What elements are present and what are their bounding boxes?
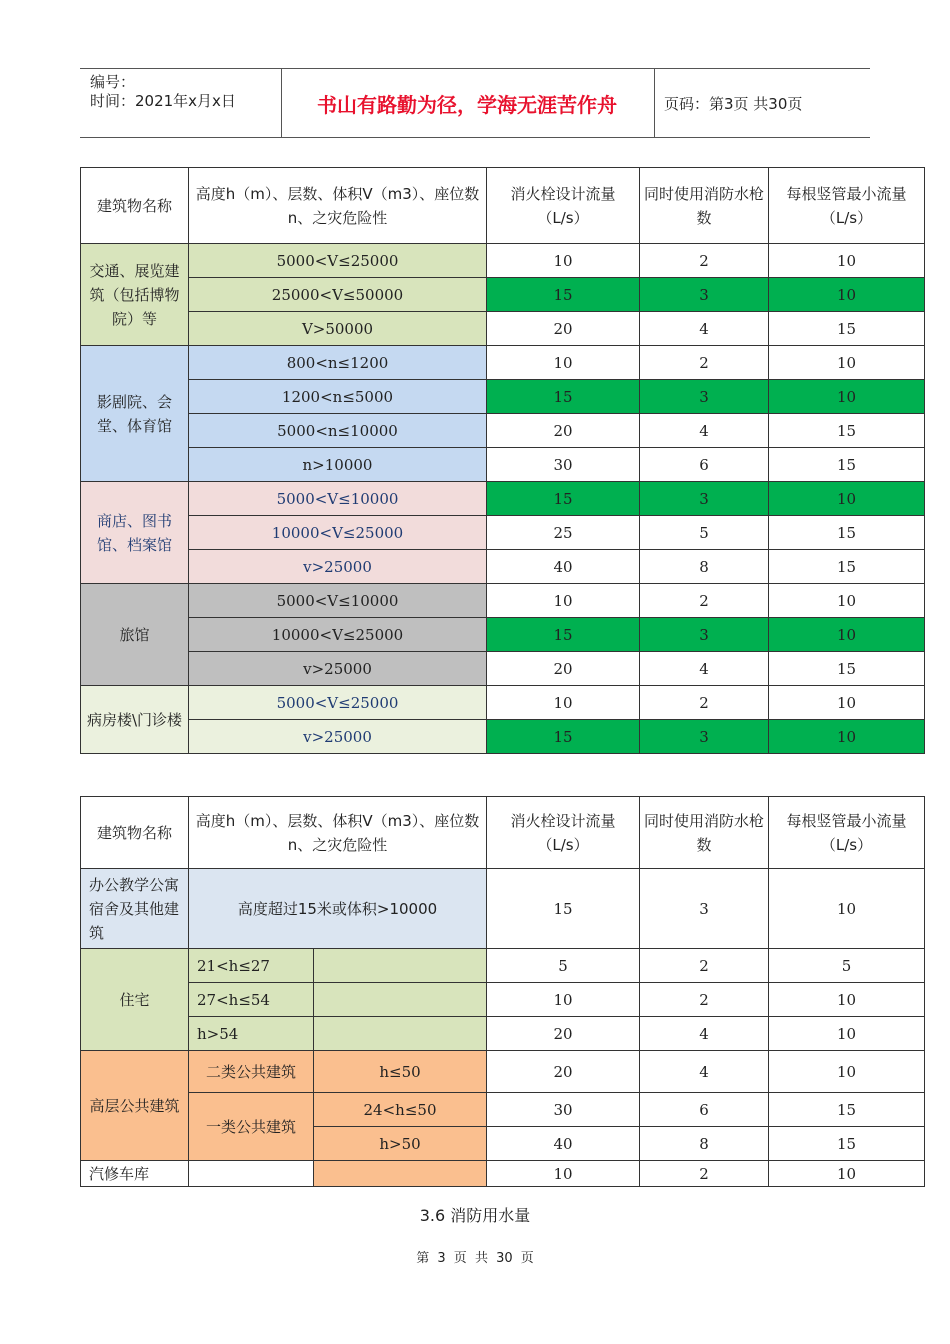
table-row — [81, 584, 925, 618]
flow-cell: 15 — [487, 720, 640, 754]
guns-cell: 3 — [640, 720, 769, 754]
fire-hydrant-table-2 — [80, 796, 925, 1187]
guns-cell: 2 — [640, 244, 769, 278]
condition-cell: v>25000 — [189, 550, 487, 584]
min-flow-cell: 10 — [769, 720, 925, 754]
min-flow-cell: 15 — [769, 312, 925, 346]
header-page-label: 页码：第3页 共30页 — [664, 94, 803, 113]
flow-cell: 25 — [487, 516, 640, 550]
footer-text: 页 — [453, 1251, 467, 1266]
condition-cell: 5000<V≤25000 — [189, 686, 487, 720]
footer-total-pages: 30 — [496, 1251, 513, 1266]
min-flow-cell: 10 — [769, 686, 925, 720]
header-condition: 高度h（m）、层数、体积V（m3）、座位数n、之灾危险性 — [189, 797, 487, 869]
table-row — [81, 983, 925, 1017]
flow-cell: 20 — [487, 652, 640, 686]
min-flow-cell: 10 — [769, 618, 925, 652]
min-flow-cell: 10 — [769, 1161, 925, 1187]
header-design-flow: 消火栓设计流量（L/s） — [487, 797, 640, 869]
header-motto: 书山有路勤为径，学海无涯苦作舟 — [317, 92, 617, 117]
empty-cell — [314, 1161, 487, 1187]
min-flow-cell: 10 — [769, 983, 925, 1017]
min-flow-cell: 15 — [769, 1127, 925, 1161]
table-row — [81, 1017, 925, 1051]
footer-text: 第 — [416, 1251, 430, 1266]
flow-cell: 40 — [487, 550, 640, 584]
header-meta — [90, 73, 236, 111]
min-flow-cell: 10 — [769, 278, 925, 312]
guns-cell: 8 — [640, 1127, 769, 1161]
min-flow-cell: 15 — [769, 414, 925, 448]
min-flow-cell: 10 — [769, 380, 925, 414]
empty-cell — [314, 949, 487, 983]
table-row — [81, 550, 925, 584]
flow-cell: 5 — [487, 949, 640, 983]
table-row — [81, 618, 925, 652]
condition-cell: 5000<n≤10000 — [189, 414, 487, 448]
min-flow-cell: 10 — [769, 1017, 925, 1051]
header-gun-count: 同时使用消防水枪数 — [640, 168, 769, 244]
table-row — [81, 686, 925, 720]
condition-cell: h>54 — [189, 1017, 314, 1051]
building-name: 交通、展览建筑（包括博物院）等 — [81, 244, 189, 346]
guns-cell: 8 — [640, 550, 769, 584]
table-row — [81, 652, 925, 686]
table-row — [81, 448, 925, 482]
condition-cell: 800<n≤1200 — [189, 346, 487, 380]
guns-cell: 2 — [640, 1161, 769, 1187]
guns-cell: 2 — [640, 346, 769, 380]
guns-cell: 4 — [640, 414, 769, 448]
table-row — [81, 244, 925, 278]
table-row — [81, 1051, 925, 1093]
condition-cell: 10000<V≤25000 — [189, 516, 487, 550]
header-design-flow: 消火栓设计流量（L/s） — [487, 168, 640, 244]
table-row — [81, 380, 925, 414]
section-caption: 3.6 消防用水量 — [419, 1206, 531, 1225]
guns-cell: 3 — [640, 380, 769, 414]
empty-cell — [314, 983, 487, 1017]
page-header — [80, 68, 870, 138]
min-flow-cell: 10 — [769, 584, 925, 618]
condition-cell: v>25000 — [189, 652, 487, 686]
table-row — [81, 278, 925, 312]
table-row — [81, 346, 925, 380]
class-label: 二类公共建筑 — [189, 1051, 314, 1093]
building-name: 商店、图书馆、档案馆 — [81, 482, 189, 584]
condition-cell: 5000<V≤25000 — [189, 244, 487, 278]
condition-cell: 5000<V≤10000 — [189, 482, 487, 516]
min-flow-cell: 15 — [769, 550, 925, 584]
condition-cell: h>50 — [314, 1127, 487, 1161]
table-row — [81, 414, 925, 448]
guns-cell: 4 — [640, 312, 769, 346]
condition-cell: 10000<V≤25000 — [189, 618, 487, 652]
table-row — [81, 1161, 925, 1187]
flow-cell: 15 — [487, 618, 640, 652]
building-name: 住宅 — [81, 949, 189, 1051]
header-building-name: 建筑物名称 — [81, 797, 189, 869]
guns-cell: 3 — [640, 278, 769, 312]
guns-cell: 5 — [640, 516, 769, 550]
flow-cell: 20 — [487, 312, 640, 346]
table-row — [81, 1093, 925, 1127]
header-divider — [654, 69, 655, 137]
flow-cell: 10 — [487, 983, 640, 1017]
condition-cell: v>25000 — [189, 720, 487, 754]
table-row — [81, 312, 925, 346]
header-condition: 高度h（m）、层数、体积V（m3）、座位数n、之灾危险性 — [189, 168, 487, 244]
table-header-row — [81, 168, 925, 244]
table-row — [81, 516, 925, 550]
condition-cell: 24<h≤50 — [314, 1093, 487, 1127]
condition-cell: 27<h≤54 — [189, 983, 314, 1017]
footer-text: 共 — [474, 1251, 488, 1266]
table-row — [81, 720, 925, 754]
guns-cell: 6 — [640, 1093, 769, 1127]
min-flow-cell: 15 — [769, 652, 925, 686]
guns-cell: 4 — [640, 652, 769, 686]
flow-cell: 20 — [487, 1017, 640, 1051]
code-label: 编号： — [90, 73, 136, 91]
min-flow-cell: 5 — [769, 949, 925, 983]
time-label: 时间：2021年x月x日 — [90, 92, 236, 110]
footer-page-number: 3 — [437, 1251, 446, 1266]
header-gun-count: 同时使用消防水枪数 — [640, 797, 769, 869]
condition-cell: n>10000 — [189, 448, 487, 482]
condition-cell: 5000<V≤10000 — [189, 584, 487, 618]
table-row — [81, 949, 925, 983]
condition-cell: 1200<n≤5000 — [189, 380, 487, 414]
page-footer — [0, 1247, 950, 1266]
building-name: 汽修车库 — [81, 1161, 189, 1187]
min-flow-cell: 15 — [769, 516, 925, 550]
condition-cell: 25000<V≤50000 — [189, 278, 487, 312]
building-name: 高层公共建筑 — [81, 1051, 189, 1161]
flow-cell: 10 — [487, 346, 640, 380]
flow-cell: 10 — [487, 244, 640, 278]
footer-text: 页 — [520, 1251, 534, 1266]
header-building-name: 建筑物名称 — [81, 168, 189, 244]
min-flow-cell: 10 — [769, 1051, 925, 1093]
flow-cell: 10 — [487, 686, 640, 720]
building-name: 旅馆 — [81, 584, 189, 686]
table-row — [81, 869, 925, 949]
condition-cell: h≤50 — [314, 1051, 487, 1093]
condition-cell: 21<h≤27 — [189, 949, 314, 983]
min-flow-cell: 10 — [769, 482, 925, 516]
flow-cell: 30 — [487, 1093, 640, 1127]
flow-cell: 10 — [487, 584, 640, 618]
guns-cell: 3 — [640, 482, 769, 516]
flow-cell: 40 — [487, 1127, 640, 1161]
guns-cell: 6 — [640, 448, 769, 482]
guns-cell: 2 — [640, 584, 769, 618]
table-header-row — [81, 797, 925, 869]
condition-cell: 高度超过15米或体积>10000 — [189, 869, 487, 949]
header-min-flow: 每根竖管最小流量（L/s） — [769, 168, 925, 244]
min-flow-cell: 10 — [769, 869, 925, 949]
guns-cell: 3 — [640, 618, 769, 652]
condition-cell: V>50000 — [189, 312, 487, 346]
flow-cell: 10 — [487, 1161, 640, 1187]
flow-cell: 20 — [487, 414, 640, 448]
flow-cell: 15 — [487, 380, 640, 414]
min-flow-cell: 15 — [769, 448, 925, 482]
flow-cell: 15 — [487, 278, 640, 312]
flow-cell: 30 — [487, 448, 640, 482]
min-flow-cell: 10 — [769, 244, 925, 278]
empty-cell — [189, 1161, 314, 1187]
guns-cell: 2 — [640, 686, 769, 720]
guns-cell: 4 — [640, 1051, 769, 1093]
guns-cell: 4 — [640, 1017, 769, 1051]
guns-cell: 3 — [640, 869, 769, 949]
flow-cell: 15 — [487, 482, 640, 516]
flow-cell: 15 — [487, 869, 640, 949]
building-name: 病房楼\门诊楼 — [81, 686, 189, 754]
empty-cell — [314, 1017, 487, 1051]
class-label: 一类公共建筑 — [189, 1093, 314, 1161]
fire-hydrant-table-1 — [80, 167, 925, 754]
building-name: 办公教学公寓宿舍及其他建筑 — [81, 869, 189, 949]
flow-cell: 20 — [487, 1051, 640, 1093]
table-row — [81, 482, 925, 516]
min-flow-cell: 15 — [769, 1093, 925, 1127]
guns-cell: 2 — [640, 983, 769, 1017]
min-flow-cell: 10 — [769, 346, 925, 380]
guns-cell: 2 — [640, 949, 769, 983]
building-name: 影剧院、会堂、体育馆 — [81, 346, 189, 482]
header-min-flow: 每根竖管最小流量（L/s） — [769, 797, 925, 869]
